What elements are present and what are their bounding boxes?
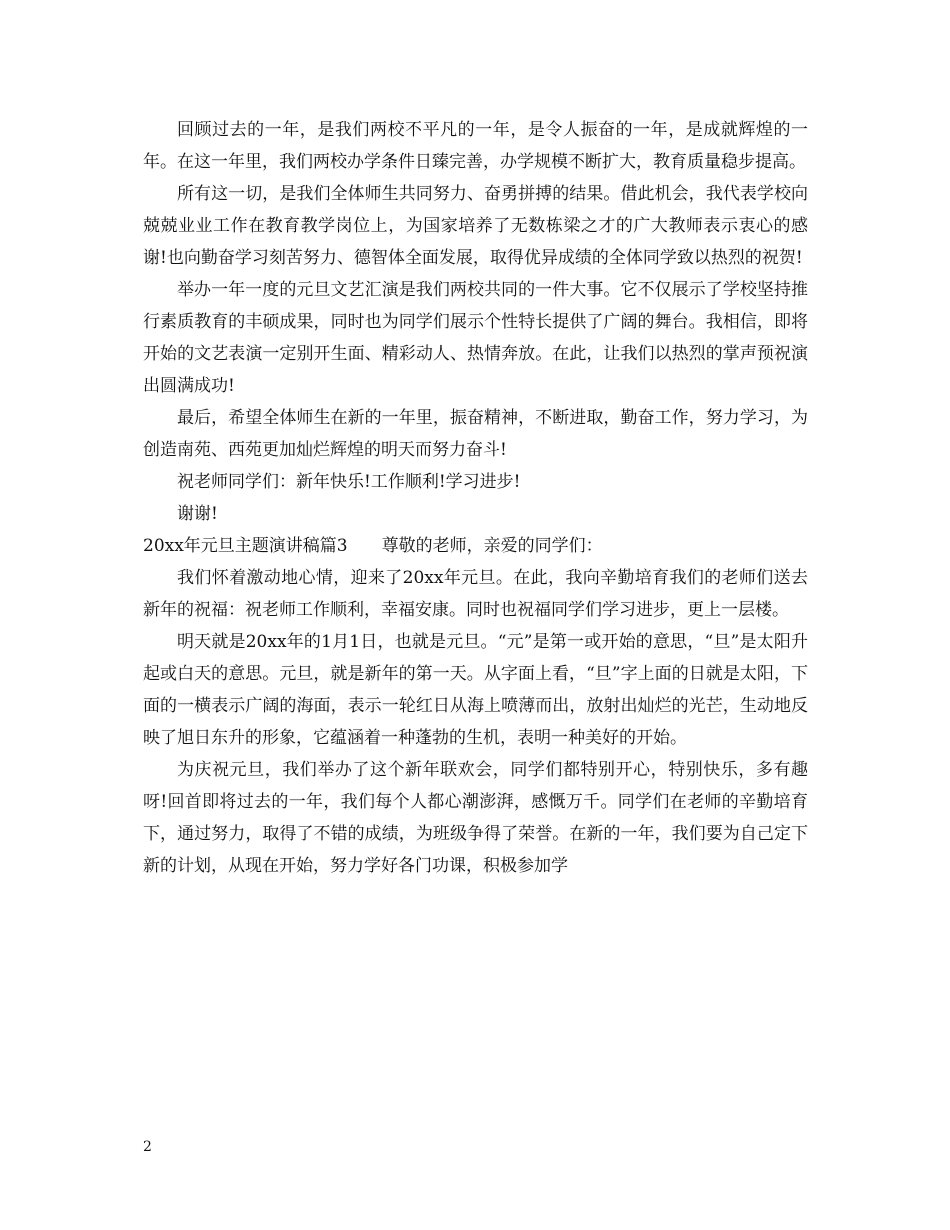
page-number: 2 (143, 1139, 152, 1155)
heading-salutation: 尊敬的老师，亲爱的同学们： (381, 536, 603, 556)
paragraph-closing: 最后，希望全体师生在新的一年里，振奋精神，不断进取，勤奋工作，努力学习，为创造南苑、西苑更加灿烂辉煌的明天而努力奋斗! (143, 408, 808, 460)
section-heading (143, 530, 808, 562)
paragraph-performance: 举办一年一度的元旦文艺汇演是我们两校共同的一件大事。它不仅展示了学校坚持推行素质教育的丰硕成果，同时也为同学们展示个性特长提供了广阔的舞台。我相信，即将开始的文艺表演一定别开生面、精彩动人、热情奔放。在此，让我们以热烈的掌声预祝演出圆满成功! (143, 280, 808, 396)
paragraph-new-year-meaning: 明天就是20xx年的1月1日，也就是元旦。“元”是第一或开始的意思，“旦”是太阳升起或白天的意思。元旦，就是新年的第一天。从字面上看，“旦”字上面的日就是太阳，下面的一横表示广阔的海面，表示一轮红日从海上喷薄而出，放射出灿烂的光芒，生动地反映了旭日东升的形象，它蕴涵着一种蓬勃的生机，表明一种美好的开始。 (143, 632, 808, 748)
paragraph-wishes: 祝老师同学们：新年快乐!工作顺利!学习进步! (177, 472, 521, 492)
paragraph-thank-you: 谢谢! (177, 504, 218, 524)
paragraph-thanks: 所有这一切，是我们全体师生共同努力、奋勇拼搏的结果。借此机会，我代表学校向兢兢业业工作在教育教学岗位上，为国家培养了无数栋梁之才的广大教师表示衷心的感谢!也向勤奋学习刻苦努力、德智体全面发展，取得优异成绩的全体同学致以热烈的祝贺! (143, 184, 808, 268)
paragraph-celebration: 为庆祝元旦，我们举办了这个新年联欢会，同学们都特别开心，特别快乐，多有趣呀!回首即将过去的一年，我们每个人都心潮澎湃，感慨万千。同学们在老师的辛勤培育下，通过努力，取得了不错的成绩，为班级争得了荣誉。在新的一年，我们要为自己定下新的计划，从现在开始，努力学好各门功课，积极参加学 (143, 760, 808, 876)
paragraph-new-year-greeting: 我们怀着激动地心情，迎来了20xx年元旦。在此，我向辛勤培育我们的老师们送去新年的祝福：祝老师工作顺利，幸福安康。同时也祝福同学们学习进步，更上一层楼。 (143, 568, 808, 620)
paragraph-review: 回顾过去的一年，是我们两校不平凡的一年，是令人振奋的一年，是成就辉煌的一年。在这一年里，我们两校办学条件日臻完善，办学规模不断扩大，教育质量稳步提高。 (143, 120, 808, 172)
heading-title: 20xx年元旦主题演讲稿篇3 (143, 536, 348, 556)
document-body (143, 114, 808, 882)
